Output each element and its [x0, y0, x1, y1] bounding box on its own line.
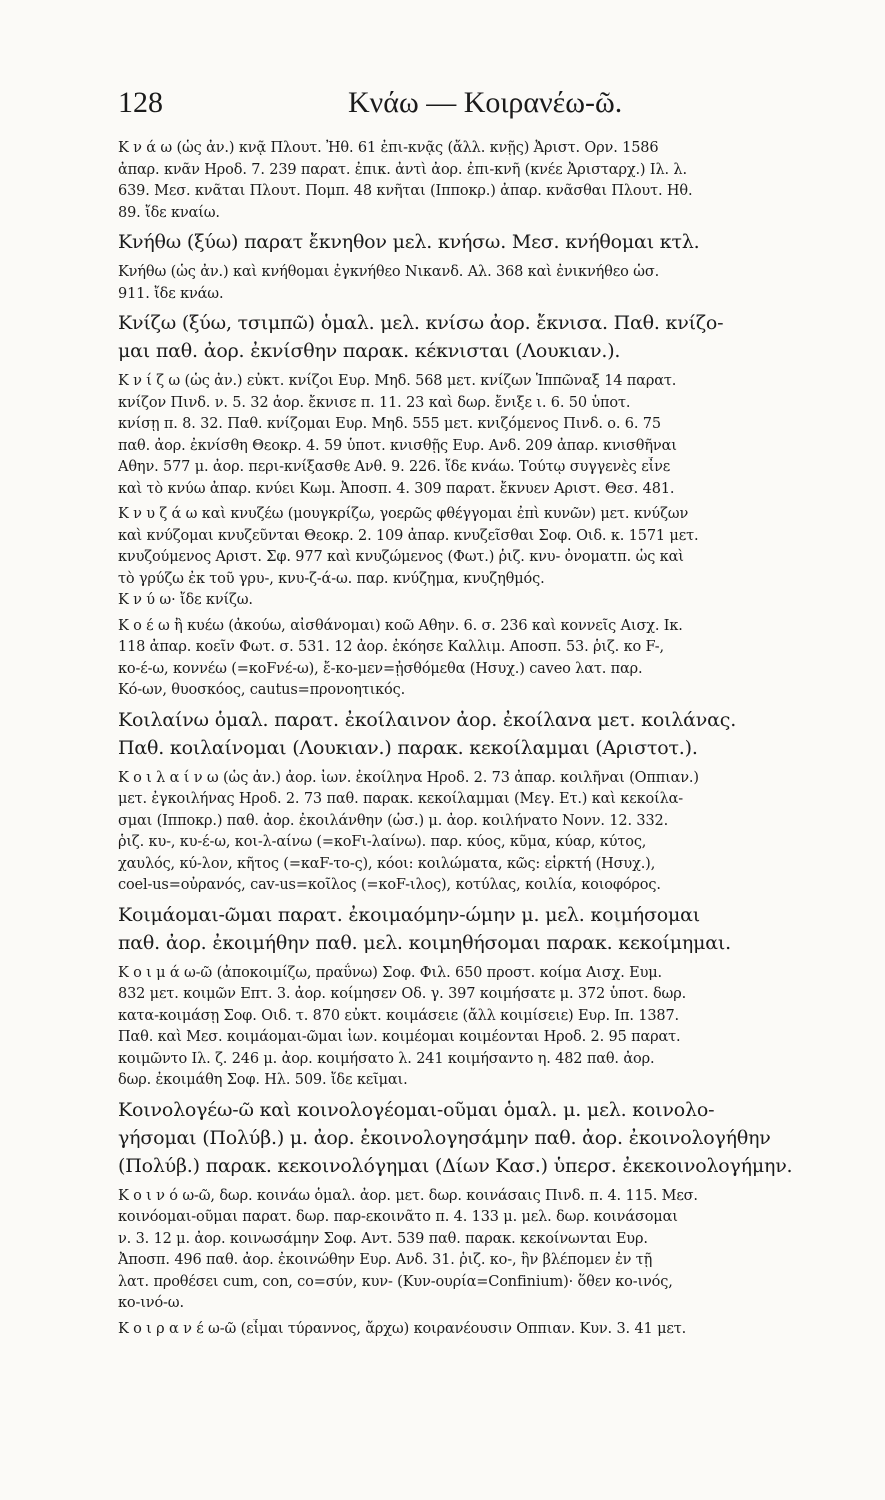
text-line: 911. ἴδε κνάω. — [118, 285, 224, 302]
text-line: Παθ. καὶ Μεσ. κοιμάομαι-ῶμαι ἰων. κοιμέομαι κοιμέονται Ηροδ. 2. 95 παρατ. — [118, 1029, 681, 1045]
text-line: κο-ινό-ω. — [118, 1295, 184, 1311]
text-line: κοιμῶντο Ιλ. ζ. 246 μ. ἀορ. κοιμήσατο λ. 241 κοιμήσαντο η. 482 παθ. ἀορ. — [118, 1050, 655, 1067]
text-line: coel-us=οὐρανός, cav-us=κοῖλος (=κοF-ιλος), κοτύλας, κοιλία, κοιοφόρος. — [118, 877, 661, 893]
text-line: κατα-κοιμάσῃ Σοφ. Οιδ. τ. 870 εὐκτ. κοιμάσειε (ἄλλ κοιμίσειε) Ευρ. Ιπ. 1387. — [118, 1007, 680, 1024]
text-line: Κνήθω (ξύω) παρατ ἔκνηθον μελ. κνήσω. Μεσ. κνήθομαι κτλ. — [118, 231, 700, 253]
text-line: Κοιλαίνω ὁμαλ. παρατ. ἐκοίλαινον ἀορ. ἐκοίλανα μετ. κοιλάνας. — [118, 708, 737, 731]
page-number: 128 — [118, 86, 163, 119]
text-line: ῥιζ. κυ-, κυ-έ-ω, κοι-λ-αίνω (=κοFι-λαίνω). παρ. κύος, κῦμα, κύαρ, κύτος, — [118, 834, 647, 850]
text-line: παθ. ἀορ. ἐκνίσθη Θεοκρ. 4. 59 ὑποτ. κνισθῇς Ευρ. Ανδ. 209 ἀπαρ. κνισθῆναι — [118, 437, 677, 454]
text-line: ν. 3. 12 μ. ἀορ. κοινωσάμην Σοφ. Αντ. 539 παθ. παρακ. κεκοίνωνται Ευρ. — [118, 1230, 648, 1247]
text-line: τὸ γρύζω ἐκ τοῦ γρυ-, κνυ-ζ-ά-ω. παρ. κνύζημα, κνυζηθμός. — [118, 570, 545, 587]
entry-paragraph — [118, 262, 814, 305]
text-line: Κ ο έ ω ἢ κυέω (ἀκούω, αἰσθάνομαι) κοῶ Αθην. 6. σ. 236 καὶ κοννεῖς Αισχ. Ικ. — [118, 617, 683, 634]
text-line: λατ. προθέσει cum, con, co=σύν, κυν- (Κυν-ουρία=Confinium)· ὅθεν κο-ινός, — [118, 1273, 673, 1290]
page-header — [118, 86, 818, 126]
entry-paragraph — [118, 768, 814, 897]
text-line: κνίσῃ π. 8. 32. Παθ. κνίζομαι Ευρ. Μηδ. 555 μετ. κνιζόμενος Πινδ. ο. 6. 75 — [118, 416, 661, 432]
text-line: Κ ν υ ζ ά ω καὶ κνυζέω (μουγκρίζω, γοερῶς φθέγγομαι ἐπὶ κυνῶν) μετ. κνύζων — [118, 506, 689, 522]
text-line: κνυζούμενος Αριστ. Σφ. 977 καὶ κνυζώμενος (Φωτ.) ῥιζ. κνυ- ὀνοματπ. ὡς καὶ — [118, 549, 684, 565]
text-line: 118 ἀπαρ. κοεῖν Φωτ. σ. 531. 12 ἀορ. ἐκόησε Καλλιμ. Αποσπ. 53. ῥιζ. κο F-, — [118, 639, 665, 655]
text-line: Κ ο ι λ α ί ν ω (ὡς ἀν.) ἀορ. ἰων. ἐκοίληνα Ηροδ. 2. 73 ἀπαρ. κοιλῆναι (Οππιαν.) — [118, 769, 699, 786]
headword-summary — [118, 228, 814, 256]
text-line: σμαι (Ιπποκρ.) παθ. ἀορ. ἐκοιλάνθην (ὡσ.) μ. ἀορ. κοιλήνατο Νονν. 12. 332. — [118, 812, 669, 829]
text-line: κοινόομαι-οῦμαι παρατ. δωρ. παρ-εκοινᾶτο π. 4. 133 μ. μελ. δωρ. κοινάσομαι — [118, 1209, 678, 1225]
text-line: δωρ. ἐκοιμάθη Σοφ. Ηλ. 509. ἴδε κεῖμαι. — [118, 1072, 408, 1088]
text-line: Ἀποσπ. 496 παθ. ἀορ. ἐκοινώθην Ευρ. Ανδ. 31. ῥιζ. κο-, ἣν βλέπομεν ἐν τῇ — [118, 1252, 653, 1268]
text-line: Κ ο ι μ ά ω-ῶ (ἀποκοιμίζω, πραΰνω) Σοφ. Φιλ. 650 προστ. κοίμα Αισχ. Ευμ. — [118, 964, 662, 981]
text-line: Κ ν ά ω (ὡς ἀν.) κνᾷ Πλουτ. Ἠθ. 61 ἐπι-κνᾷς (ἄλλ. κνῇς) Ἀριστ. Ορν. 1586 — [118, 140, 659, 156]
text-line: παθ. ἀορ. ἐκοιμήθην παθ. μελ. κοιμηθήσομαι παρακ. κεκοίμημαι. — [118, 931, 731, 954]
entry-paragraph — [118, 138, 814, 224]
entry-paragraph — [118, 1186, 814, 1315]
text-line: Κ ο ι ν ό ω-ῶ, δωρ. κοινάω ὁμαλ. ἀορ. μετ. δωρ. κοινάσαις Πινδ. π. 4. 115. Μεσ. — [118, 1187, 698, 1204]
text-line: 89. ἴδε κναίω. — [118, 204, 220, 221]
text-line: (Πολύβ.) παρακ. κεκοινολόγημαι (Δίων Κασ.) ὑπερσ. ἐκεκοινολογήμην. — [118, 1154, 793, 1177]
entry-paragraph — [118, 504, 814, 612]
text-line: 639. Μεσ. κνᾶται Πλουτ. Πομπ. 48 κνῆται (Ιπποκρ.) ἀπαρ. κνᾶσθαι Πλουτ. Ηθ. — [118, 183, 693, 199]
entry-paragraph — [118, 371, 814, 500]
entry-paragraph — [118, 616, 814, 702]
text-line: Κ ο ι ρ α ν έ ω-ῶ (εἶμαι τύραννος, ἄρχω) κοιρανέουσιν Οππιαν. Κυν. 3. 41 μετ. — [118, 1320, 687, 1337]
text-line: ἀπαρ. κνᾶν Ηροδ. 7. 239 παρατ. ἐπικ. ἀντὶ ἀορ. ἐπι-κνῆ (κνέε Ἀρισταρχ.) Ιλ. λ. — [118, 161, 687, 178]
text-line: μετ. ἐγκοιλήνας Ηροδ. 2. 73 παθ. παρακ. κεκοίλαμμαι (Μεγ. Ετ.) καὶ κεκοίλα- — [118, 791, 684, 807]
headword-summary — [118, 1096, 814, 1180]
text-line: γήσομαι (Πολύβ.) μ. ἀορ. ἐκοινολογησάμην παθ. ἀορ. ἐκοινολογήθην — [118, 1126, 771, 1149]
text-line: καὶ κνύζομαι κνυζεῦνται Θεοκρ. 2. 109 ἀπαρ. κνυζεῖσθαι Σοφ. Οιδ. κ. 1571 μετ. — [118, 527, 699, 544]
text-line: Κ ν ί ζ ω (ὡς ἀν.) εὐκτ. κνίζοι Ευρ. Μηδ. 568 μετ. κνίζων Ἱππῶναξ 14 παρατ. — [118, 373, 677, 389]
text-line: Κνίζω (ξύω, τσιμπῶ) ὁμαλ. μελ. κνίσω ἀορ. ἔκνισα. Παθ. κνίζο- — [118, 312, 724, 334]
text-line: Κ ν ύ ω· ἴδε κνίζω. — [118, 592, 253, 608]
text-line: Κνήθω (ὡς ἀν.) καὶ κνήθομαι ἐγκνήθεο Νικανδ. Αλ. 368 καὶ ἐνικνήθεο ὡσ. — [118, 264, 660, 280]
text-line: Κό-ων, θυοσκόος, cautus=προνοητικός. — [118, 682, 406, 698]
text-line: Αθην. 577 μ. ἀορ. περι-κνίξασθε Ανθ. 9. 226. ἴδε κνάω. Τούτῳ συγγενὲς εἶνε — [118, 459, 671, 475]
text-line: Κοιμάομαι-ῶμαι παρατ. ἐκοιμαόμην-ώμην μ. μελ. κοιμήσομαι — [118, 903, 700, 926]
text-line: χαυλός, κύ-λον, κῆτος (=καF-το-ς), κόοι: κοιλώματα, κῶς: εἱρκτή (Ησυχ.), — [118, 855, 656, 872]
text-line: κο-έ-ω, κοννέω (=κοFνέ-ω), ἔ-κο-μεν=ᾐσθόμεθα (Ησυχ.) caveo λατ. παρ. — [118, 660, 643, 677]
headword-summary — [118, 901, 814, 957]
headword-summary — [118, 706, 814, 762]
running-head: Κνάω — Κοιρανέω-ῶ. — [348, 86, 623, 119]
text-line: Παθ. κοιλαίνομαι (Λουκιαν.) παρακ. κεκοίλαμμαι (Αριστοτ.). — [118, 736, 698, 759]
headword-summary — [118, 309, 814, 365]
text-line: μαι παθ. ἀορ. ἐκνίσθην παρακ. κέκνισται (Λουκιαν.). — [118, 340, 621, 362]
text-line: 832 μετ. κοιμῶν Επτ. 3. ἀορ. κοίμησεν Οδ. γ. 397 κοιμήσατε μ. 372 ὑποτ. δωρ. — [118, 986, 687, 1002]
text-line: καὶ τὸ κνύω ἀπαρ. κνύει Κωμ. Ἀποσπ. 4. 309 παρατ. ἔκνυεν Αριστ. Θεσ. 481. — [118, 480, 675, 497]
entry-paragraph — [118, 1319, 814, 1341]
text-line: κνίζον Πινδ. ν. 5. 32 ἀορ. ἔκνισε π. 11. 23 καὶ δωρ. ἔνιξε ι. 6. 50 ὑποτ. — [118, 394, 631, 411]
entry-paragraph — [118, 963, 814, 1092]
dictionary-entries — [118, 138, 814, 1344]
text-line: Κοινολογέω-ῶ καὶ κοινολογέομαι-οῦμαι ὁμαλ. μ. μελ. κοινολο- — [118, 1098, 715, 1121]
